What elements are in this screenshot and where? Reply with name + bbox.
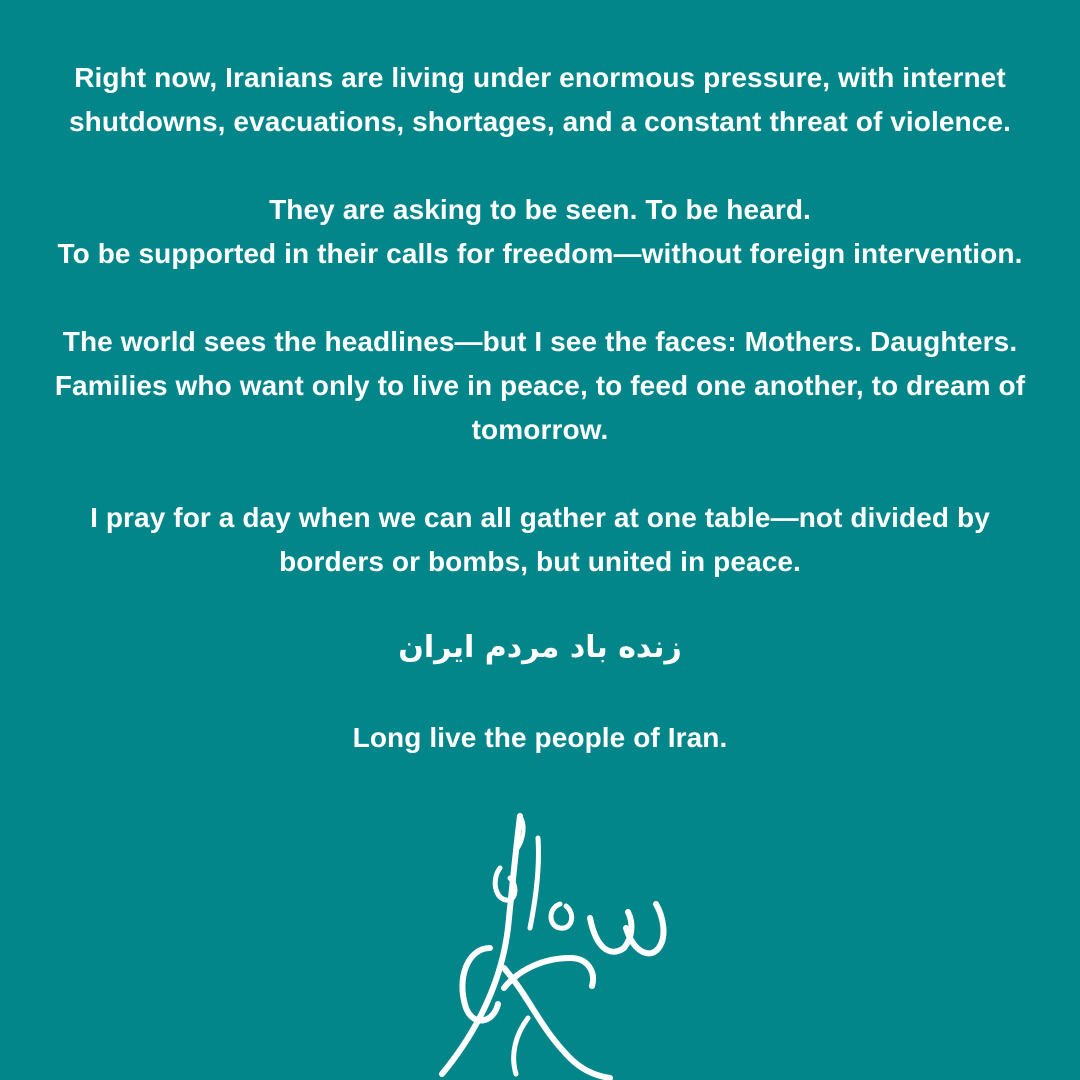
paragraph-line: Families who want only to live in peace, to feed one another, to dream of [54,370,1026,401]
paragraph-pressure [0,56,1080,144]
persian-slogan-text: زنده باد مردم ایران [398,630,682,665]
paragraph-asking [0,188,1080,276]
paragraph-line: They are asking to be seen. To be heard. [269,194,811,225]
paragraph-line: borders or bombs, but united in peace. [279,546,801,577]
paragraph-line: shutdowns, evacuations, shortages, and a constant threat of violence. [69,106,1011,137]
persian-slogan [0,626,1080,670]
paragraph-line: I pray for a day when we can all gather at one table—not divided by [90,502,990,533]
paragraph-prayer [0,496,1080,584]
paragraph-line: The world sees the headlines—but I see the faces: Mothers. Daughters. [62,326,1018,357]
closing-line-text: Long live the people of Iran. [352,722,728,753]
calligraphy-signature-icon [420,808,680,1080]
closing-line [0,716,1080,760]
paragraph-line: Right now, Iranians are living under enormous pressure, with internet [74,62,1006,93]
paragraph-line: To be supported in their calls for freedom—without foreign intervention. [57,238,1023,269]
paragraph-faces [0,320,1080,452]
paragraph-line: tomorrow. [471,414,609,445]
